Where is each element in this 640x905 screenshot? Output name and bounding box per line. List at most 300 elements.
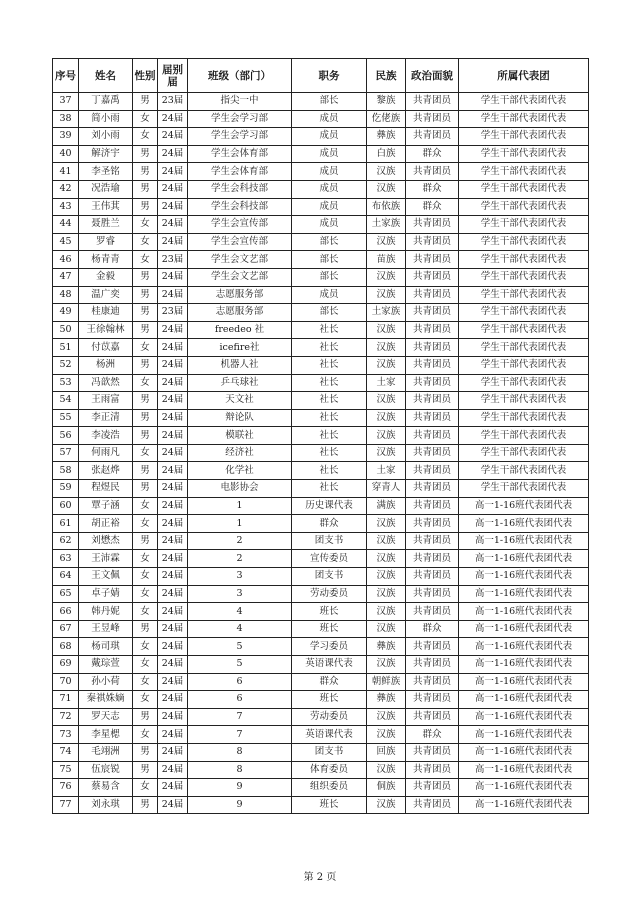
cell-gender: 女 (133, 638, 158, 656)
cell-ethnicity: 回族 (367, 743, 406, 761)
cell-political-status: 共青团员 (406, 444, 459, 462)
cell-delegation: 学生干部代表团代表 (459, 286, 589, 304)
cell-position: 社长 (292, 392, 367, 410)
cell-name: 毛翊洲 (79, 743, 133, 761)
cell-name: 聂胜兰 (79, 216, 133, 234)
cell-class-dept: icefire社 (188, 339, 292, 357)
cell-index: 56 (53, 427, 79, 445)
cell-delegation: 学生干部代表团代表 (459, 304, 589, 322)
cell-political-status: 共青团员 (406, 673, 459, 691)
cell-class-dept: 1 (188, 515, 292, 533)
cell-name: 李圣铭 (79, 163, 133, 181)
cell-delegation: 学生干部代表团代表 (459, 321, 589, 339)
cell-ethnicity: 汉族 (367, 568, 406, 586)
cell-name: 李正清 (79, 409, 133, 427)
cell-cohort: 24届 (158, 585, 188, 603)
cell-gender: 女 (133, 726, 158, 744)
cell-political-status: 共青团员 (406, 268, 459, 286)
cell-ethnicity: 汉族 (367, 339, 406, 357)
table-row (53, 145, 589, 163)
cell-gender: 男 (133, 708, 158, 726)
cell-ethnicity: 土家族 (367, 304, 406, 322)
cell-gender: 女 (133, 216, 158, 234)
cell-position: 班长 (292, 691, 367, 709)
cell-position: 社长 (292, 444, 367, 462)
cell-cohort: 24届 (158, 796, 188, 814)
table-row (53, 93, 589, 111)
cell-name: 杨司琪 (79, 638, 133, 656)
cell-name: 蔡易含 (79, 779, 133, 797)
cell-cohort: 24届 (158, 480, 188, 498)
cell-position: 团支书 (292, 743, 367, 761)
cell-political-status: 共青团员 (406, 427, 459, 445)
table-row (53, 532, 589, 550)
table-row (53, 110, 589, 128)
cell-delegation: 学生干部代表团代表 (459, 93, 589, 111)
cell-position: 群众 (292, 515, 367, 533)
cell-name: 王伟萁 (79, 198, 133, 216)
cell-name: 何雨凡 (79, 444, 133, 462)
cell-index: 61 (53, 515, 79, 533)
cell-position: 英语课代表 (292, 726, 367, 744)
cell-ethnicity: 满族 (367, 497, 406, 515)
cell-political-status: 共青团员 (406, 163, 459, 181)
table-row (53, 726, 589, 744)
cell-index: 65 (53, 585, 79, 603)
cell-position: 劳动委员 (292, 708, 367, 726)
cell-ethnicity: 汉族 (367, 444, 406, 462)
cell-position: 社长 (292, 480, 367, 498)
cell-class-dept: 指尖一中 (188, 93, 292, 111)
cell-index: 46 (53, 251, 79, 269)
cell-gender: 男 (133, 286, 158, 304)
cell-position: 班长 (292, 620, 367, 638)
cell-name: 温广奕 (79, 286, 133, 304)
cell-gender: 女 (133, 233, 158, 251)
cell-delegation: 高一1-16班代表团代表 (459, 532, 589, 550)
cell-index: 57 (53, 444, 79, 462)
cell-delegation: 学生干部代表团代表 (459, 163, 589, 181)
cell-delegation: 高一1-16班代表团代表 (459, 708, 589, 726)
cell-cohort: 24届 (158, 462, 188, 480)
cell-position: 学习委员 (292, 638, 367, 656)
cell-ethnicity: 苗族 (367, 251, 406, 269)
cell-position: 成员 (292, 163, 367, 181)
table-row (53, 321, 589, 339)
table-row (53, 409, 589, 427)
cell-position: 社长 (292, 462, 367, 480)
cell-class-dept: 学生会体育部 (188, 163, 292, 181)
cell-index: 49 (53, 304, 79, 322)
table-row (53, 480, 589, 498)
cell-name: 卓子婧 (79, 585, 133, 603)
cell-delegation: 学生干部代表团代表 (459, 339, 589, 357)
cell-ethnicity: 汉族 (367, 656, 406, 674)
cell-name: 简小雨 (79, 110, 133, 128)
cell-index: 59 (53, 480, 79, 498)
cell-political-status: 共青团员 (406, 480, 459, 498)
table-row (53, 603, 589, 621)
cell-delegation: 高一1-16班代表团代表 (459, 603, 589, 621)
cell-political-status: 群众 (406, 620, 459, 638)
cell-ethnicity: 汉族 (367, 515, 406, 533)
cell-ethnicity: 汉族 (367, 233, 406, 251)
cell-index: 62 (53, 532, 79, 550)
cell-ethnicity: 汉族 (367, 532, 406, 550)
cell-political-status: 共青团员 (406, 304, 459, 322)
cell-ethnicity: 汉族 (367, 620, 406, 638)
cell-gender: 女 (133, 497, 158, 515)
table-row (53, 198, 589, 216)
cell-cohort: 24届 (158, 550, 188, 568)
cell-class-dept: 3 (188, 585, 292, 603)
cell-political-status: 群众 (406, 726, 459, 744)
cell-ethnicity: 汉族 (367, 356, 406, 374)
cell-ethnicity: 汉族 (367, 726, 406, 744)
cell-cohort: 24届 (158, 708, 188, 726)
cell-delegation: 学生干部代表团代表 (459, 268, 589, 286)
cell-name: 李星楒 (79, 726, 133, 744)
cell-index: 66 (53, 603, 79, 621)
cell-class-dept: 5 (188, 638, 292, 656)
table-row (53, 743, 589, 761)
cell-gender: 男 (133, 180, 158, 198)
cell-cohort: 24届 (158, 532, 188, 550)
cell-class-dept: 6 (188, 691, 292, 709)
cell-political-status: 共青团员 (406, 110, 459, 128)
cell-index: 60 (53, 497, 79, 515)
cell-delegation: 高一1-16班代表团代表 (459, 673, 589, 691)
cell-index: 48 (53, 286, 79, 304)
cell-gender: 女 (133, 568, 158, 586)
delegate-table (52, 58, 589, 814)
cell-name: 王沛霖 (79, 550, 133, 568)
cell-ethnicity: 汉族 (367, 286, 406, 304)
page-number: 第 2 页 (303, 872, 337, 883)
cell-name: 孙小荷 (79, 673, 133, 691)
cell-index: 38 (53, 110, 79, 128)
cell-gender: 男 (133, 620, 158, 638)
header-political-status: 政治面貌 (406, 59, 459, 93)
cell-position: 社长 (292, 321, 367, 339)
table-row (53, 673, 589, 691)
table-row (53, 568, 589, 586)
cell-delegation: 学生干部代表团代表 (459, 462, 589, 480)
cell-index: 54 (53, 392, 79, 410)
cell-delegation: 学生干部代表团代表 (459, 128, 589, 146)
table-row (53, 462, 589, 480)
cell-ethnicity: 汉族 (367, 163, 406, 181)
cell-gender: 男 (133, 532, 158, 550)
cell-gender: 女 (133, 779, 158, 797)
table-row (53, 497, 589, 515)
cell-index: 47 (53, 268, 79, 286)
cell-delegation: 高一1-16班代表团代表 (459, 585, 589, 603)
cell-index: 72 (53, 708, 79, 726)
cell-ethnicity: 黎族 (367, 93, 406, 111)
cell-position: 宣传委员 (292, 550, 367, 568)
cell-position: 成员 (292, 110, 367, 128)
cell-ethnicity: 汉族 (367, 268, 406, 286)
cell-gender: 男 (133, 761, 158, 779)
header-position: 职务 (292, 59, 367, 93)
cell-cohort: 23届 (158, 251, 188, 269)
cell-delegation: 学生干部代表团代表 (459, 374, 589, 392)
table-row (53, 761, 589, 779)
cell-position: 团支书 (292, 568, 367, 586)
cell-cohort: 24届 (158, 656, 188, 674)
table-row (53, 180, 589, 198)
cell-ethnicity: 土家 (367, 462, 406, 480)
cell-gender: 女 (133, 128, 158, 146)
cell-political-status: 共青团员 (406, 585, 459, 603)
cell-position: 班长 (292, 603, 367, 621)
cell-cohort: 24届 (158, 198, 188, 216)
cell-cohort: 24届 (158, 743, 188, 761)
cell-index: 40 (53, 145, 79, 163)
cell-cohort: 24届 (158, 233, 188, 251)
table-row (53, 286, 589, 304)
cell-political-status: 共青团员 (406, 708, 459, 726)
cell-position: 劳动委员 (292, 585, 367, 603)
cell-ethnicity: 汉族 (367, 392, 406, 410)
table-row (53, 796, 589, 814)
cell-cohort: 24届 (158, 638, 188, 656)
cell-cohort: 24届 (158, 761, 188, 779)
cell-ethnicity: 汉族 (367, 180, 406, 198)
cell-cohort: 24届 (158, 603, 188, 621)
cell-index: 41 (53, 163, 79, 181)
cell-class-dept: 5 (188, 656, 292, 674)
cell-ethnicity: 汉族 (367, 550, 406, 568)
table-row (53, 444, 589, 462)
cell-index: 51 (53, 339, 79, 357)
cell-delegation: 高一1-16班代表团代表 (459, 620, 589, 638)
cell-political-status: 共青团员 (406, 532, 459, 550)
header-cohort (158, 59, 188, 93)
cell-index: 55 (53, 409, 79, 427)
cell-gender: 女 (133, 110, 158, 128)
cell-political-status: 共青团员 (406, 233, 459, 251)
cell-gender: 男 (133, 409, 158, 427)
cell-delegation: 高一1-16班代表团代表 (459, 550, 589, 568)
cell-name: 况浩瑜 (79, 180, 133, 198)
cell-position: 历史课代表 (292, 497, 367, 515)
cell-position: 部长 (292, 251, 367, 269)
table-row (53, 392, 589, 410)
cell-cohort: 24届 (158, 515, 188, 533)
cell-class-dept: 天文社 (188, 392, 292, 410)
cell-gender: 女 (133, 550, 158, 568)
cell-delegation: 高一1-16班代表团代表 (459, 568, 589, 586)
cell-cohort: 23届 (158, 304, 188, 322)
cell-position: 成员 (292, 286, 367, 304)
cell-gender: 男 (133, 743, 158, 761)
cell-position: 班长 (292, 796, 367, 814)
table-row (53, 356, 589, 374)
cell-name: 伍宸锐 (79, 761, 133, 779)
cell-delegation: 学生干部代表团代表 (459, 480, 589, 498)
cell-index: 68 (53, 638, 79, 656)
header-cohort-label: 届别届 (162, 63, 183, 88)
cell-index: 58 (53, 462, 79, 480)
cell-position: 成员 (292, 145, 367, 163)
cell-name: 程煜民 (79, 480, 133, 498)
cell-cohort: 24届 (158, 691, 188, 709)
cell-name: 秦祺姝嫡 (79, 691, 133, 709)
cell-name: 李凌浩 (79, 427, 133, 445)
cell-name: 王文佩 (79, 568, 133, 586)
cell-gender: 男 (133, 480, 158, 498)
cell-class-dept: 6 (188, 673, 292, 691)
cell-political-status: 共青团员 (406, 356, 459, 374)
cell-index: 76 (53, 779, 79, 797)
cell-gender: 男 (133, 145, 158, 163)
cell-class-dept: 4 (188, 620, 292, 638)
cell-delegation: 高一1-16班代表团代表 (459, 779, 589, 797)
cell-political-status: 共青团员 (406, 550, 459, 568)
cell-political-status: 共青团员 (406, 374, 459, 392)
cell-index: 63 (53, 550, 79, 568)
cell-class-dept: 学生会体育部 (188, 145, 292, 163)
cell-delegation: 高一1-16班代表团代表 (459, 796, 589, 814)
cell-class-dept: 3 (188, 568, 292, 586)
cell-position: 组织委员 (292, 779, 367, 797)
cell-class-dept: 学生会科技部 (188, 198, 292, 216)
cell-political-status: 共青团员 (406, 251, 459, 269)
cell-gender: 女 (133, 603, 158, 621)
cell-index: 75 (53, 761, 79, 779)
cell-index: 42 (53, 180, 79, 198)
cell-class-dept: 志愿服务部 (188, 286, 292, 304)
table-row (53, 163, 589, 181)
cell-name: 刘小雨 (79, 128, 133, 146)
cell-cohort: 23届 (158, 93, 188, 111)
cell-position: 社长 (292, 339, 367, 357)
cell-class-dept: 乒乓球社 (188, 374, 292, 392)
cell-gender: 女 (133, 251, 158, 269)
table-row (53, 233, 589, 251)
cell-gender: 男 (133, 321, 158, 339)
cell-ethnicity: 彝族 (367, 691, 406, 709)
cell-delegation: 学生干部代表团代表 (459, 180, 589, 198)
cell-name: 戴琮萱 (79, 656, 133, 674)
cell-class-dept: 学生会文艺部 (188, 251, 292, 269)
cell-political-status: 共青团员 (406, 603, 459, 621)
cell-cohort: 24届 (158, 409, 188, 427)
cell-delegation: 学生干部代表团代表 (459, 145, 589, 163)
cell-ethnicity: 汉族 (367, 603, 406, 621)
cell-ethnicity: 土家族 (367, 216, 406, 234)
cell-gender: 男 (133, 198, 158, 216)
cell-delegation: 学生干部代表团代表 (459, 198, 589, 216)
cell-political-status: 共青团员 (406, 568, 459, 586)
cell-cohort: 24届 (158, 339, 188, 357)
cell-name: 王雨富 (79, 392, 133, 410)
cell-index: 37 (53, 93, 79, 111)
cell-class-dept: 7 (188, 708, 292, 726)
cell-class-dept: 经济社 (188, 444, 292, 462)
cell-name: 解济宇 (79, 145, 133, 163)
cell-delegation: 高一1-16班代表团代表 (459, 656, 589, 674)
cell-class-dept: 7 (188, 726, 292, 744)
cell-name: 冯歆然 (79, 374, 133, 392)
cell-gender: 女 (133, 585, 158, 603)
table-header-row (53, 59, 589, 93)
cell-cohort: 24届 (158, 145, 188, 163)
cell-class-dept: 9 (188, 779, 292, 797)
cell-gender: 女 (133, 515, 158, 533)
cell-cohort: 24届 (158, 427, 188, 445)
cell-cohort: 24届 (158, 726, 188, 744)
cell-political-status: 共青团员 (406, 638, 459, 656)
cell-political-status: 共青团员 (406, 286, 459, 304)
cell-ethnicity: 仡佬族 (367, 110, 406, 128)
cell-position: 社长 (292, 374, 367, 392)
cell-index: 52 (53, 356, 79, 374)
cell-name: 刘永琪 (79, 796, 133, 814)
cell-delegation: 学生干部代表团代表 (459, 356, 589, 374)
cell-delegation: 学生干部代表团代表 (459, 409, 589, 427)
cell-gender: 女 (133, 374, 158, 392)
cell-gender: 男 (133, 796, 158, 814)
cell-delegation: 学生干部代表团代表 (459, 444, 589, 462)
table-row (53, 374, 589, 392)
table-row (53, 708, 589, 726)
cell-delegation: 学生干部代表团代表 (459, 427, 589, 445)
cell-delegation: 高一1-16班代表团代表 (459, 515, 589, 533)
cell-name: 丁嘉禹 (79, 93, 133, 111)
cell-ethnicity: 汉族 (367, 409, 406, 427)
cell-cohort: 24届 (158, 321, 188, 339)
cell-cohort: 24届 (158, 110, 188, 128)
cell-cohort: 24届 (158, 286, 188, 304)
cell-political-status: 共青团员 (406, 691, 459, 709)
cell-name: 桂康迪 (79, 304, 133, 322)
cell-cohort: 24届 (158, 374, 188, 392)
table-row (53, 128, 589, 146)
cell-delegation: 高一1-16班代表团代表 (459, 691, 589, 709)
cell-gender: 女 (133, 339, 158, 357)
cell-ethnicity: 汉族 (367, 708, 406, 726)
cell-cohort: 24届 (158, 392, 188, 410)
table-row (53, 550, 589, 568)
cell-index: 43 (53, 198, 79, 216)
cell-cohort: 24届 (158, 779, 188, 797)
cell-position: 部长 (292, 93, 367, 111)
cell-position: 团支书 (292, 532, 367, 550)
cell-delegation: 学生干部代表团代表 (459, 392, 589, 410)
cell-position: 社长 (292, 409, 367, 427)
cell-position: 社长 (292, 427, 367, 445)
table-row (53, 585, 589, 603)
cell-delegation: 高一1-16班代表团代表 (459, 761, 589, 779)
header-index: 序号 (53, 59, 79, 93)
cell-class-dept: 辩论队 (188, 409, 292, 427)
cell-gender: 男 (133, 462, 158, 480)
cell-index: 50 (53, 321, 79, 339)
cell-class-dept: 志愿服务部 (188, 304, 292, 322)
cell-gender: 女 (133, 673, 158, 691)
header-delegation: 所属代表团 (459, 59, 589, 93)
cell-ethnicity: 土家 (367, 374, 406, 392)
cell-cohort: 24届 (158, 356, 188, 374)
cell-gender: 男 (133, 93, 158, 111)
cell-class-dept: 学生会宣传部 (188, 233, 292, 251)
cell-ethnicity: 彝族 (367, 128, 406, 146)
table-row (53, 216, 589, 234)
cell-name: 韩丹妮 (79, 603, 133, 621)
